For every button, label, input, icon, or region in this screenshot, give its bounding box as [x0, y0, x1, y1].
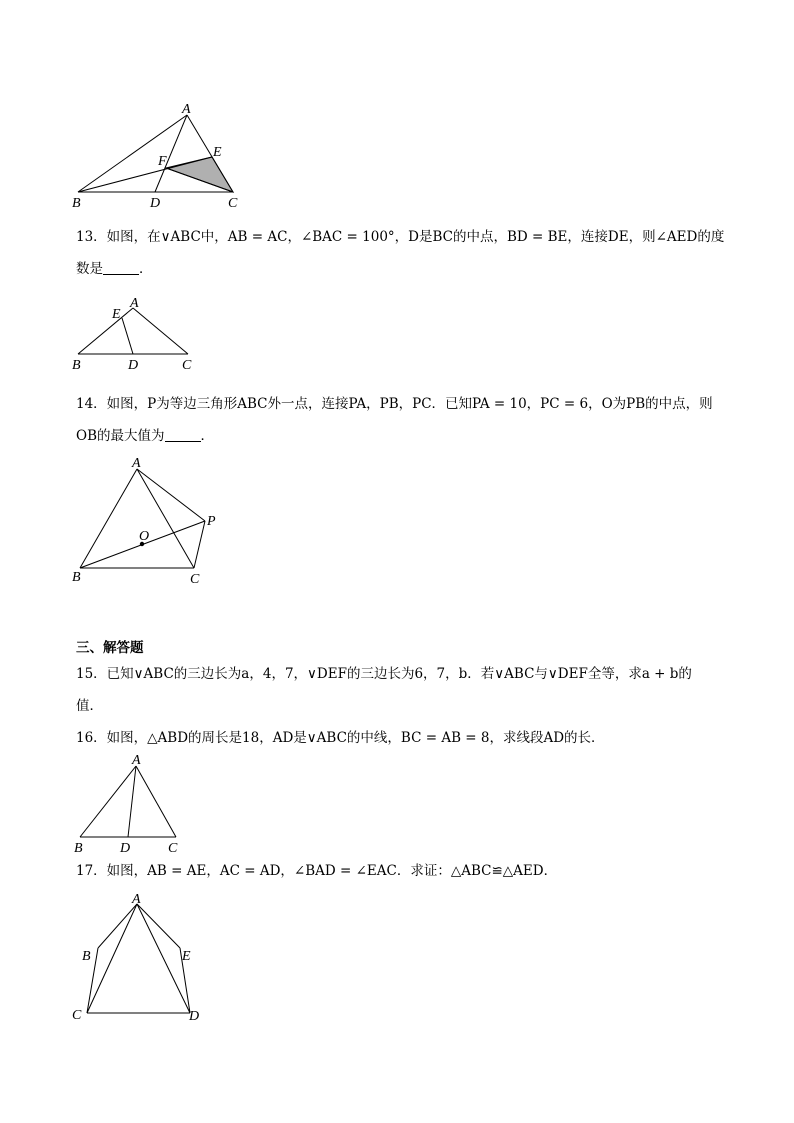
label-C: C — [182, 358, 192, 373]
question-16: 16．如图，△ABD的周长是18，AD是∨ABC的中线，BC = AB = 8，求线段AD的长． — [76, 730, 605, 746]
label-B: B — [74, 841, 83, 855]
label-E: E — [112, 307, 121, 322]
figure-q14 — [60, 452, 230, 587]
label-E: E — [182, 949, 191, 964]
label-E: E — [213, 145, 222, 160]
question-13-period: ． — [139, 261, 153, 277]
question-13-line1: 13．如图，在∨ABC中，AB = AC，∠BAC = 100°，D是BC的中点，BD = BE，连接DE，则∠AED的度 — [76, 229, 725, 245]
question-17: 17．如图，AB = AE，AC = AD，∠BAD = ∠EAC．求证：△ABC≌△AED． — [76, 863, 558, 879]
label-O: O — [139, 529, 150, 544]
label-B: B — [72, 570, 81, 585]
label-A: A — [132, 456, 141, 471]
label-C: C — [168, 841, 178, 855]
label-F: F — [158, 154, 167, 169]
question-14-period: ． — [200, 428, 214, 444]
label-B: B — [72, 358, 81, 373]
question-14-line1: 14．如图，P为等边三角形ABC外一点，连接PA，PB，PC．已知PA = 10，PC = 6，O为PB的中点，则 — [76, 396, 713, 412]
question-15-line1: 15．已知∨ABC的三边长为a，4，7，∨DEF的三边长为6，7，b．若∨ABC与∨DEF全等，求a + b的 — [76, 666, 692, 682]
label-P: P — [207, 514, 216, 529]
figure-q17 — [60, 890, 220, 1030]
label-A: A — [130, 296, 139, 311]
label-C: C — [228, 196, 238, 211]
figure-q12 — [60, 100, 260, 212]
question-14-line2 — [76, 420, 214, 452]
question-13-line2 — [76, 253, 153, 285]
question-13-line2-text: 数是 — [76, 261, 103, 277]
answer-blank-13[interactable] — [103, 260, 139, 275]
answer-blank-14[interactable] — [165, 427, 201, 442]
label-D: D — [189, 1009, 200, 1024]
question-14-line2-text: OB的最大值为 — [76, 428, 165, 444]
label-A: A — [182, 102, 191, 117]
label-C: C — [72, 1008, 82, 1023]
label-C: C — [190, 572, 200, 587]
label-B: B — [82, 949, 91, 964]
section-heading: 三、解答题 — [76, 640, 144, 656]
label-A: A — [132, 892, 141, 907]
question-15-line2: 值． — [76, 698, 103, 714]
label-A: A — [132, 753, 141, 768]
label-D: D — [120, 841, 131, 855]
figure-q16 — [60, 750, 190, 855]
label-B: B — [72, 196, 81, 211]
label-D: D — [128, 358, 139, 373]
label-D: D — [150, 196, 161, 211]
figure-q13 — [60, 294, 210, 374]
